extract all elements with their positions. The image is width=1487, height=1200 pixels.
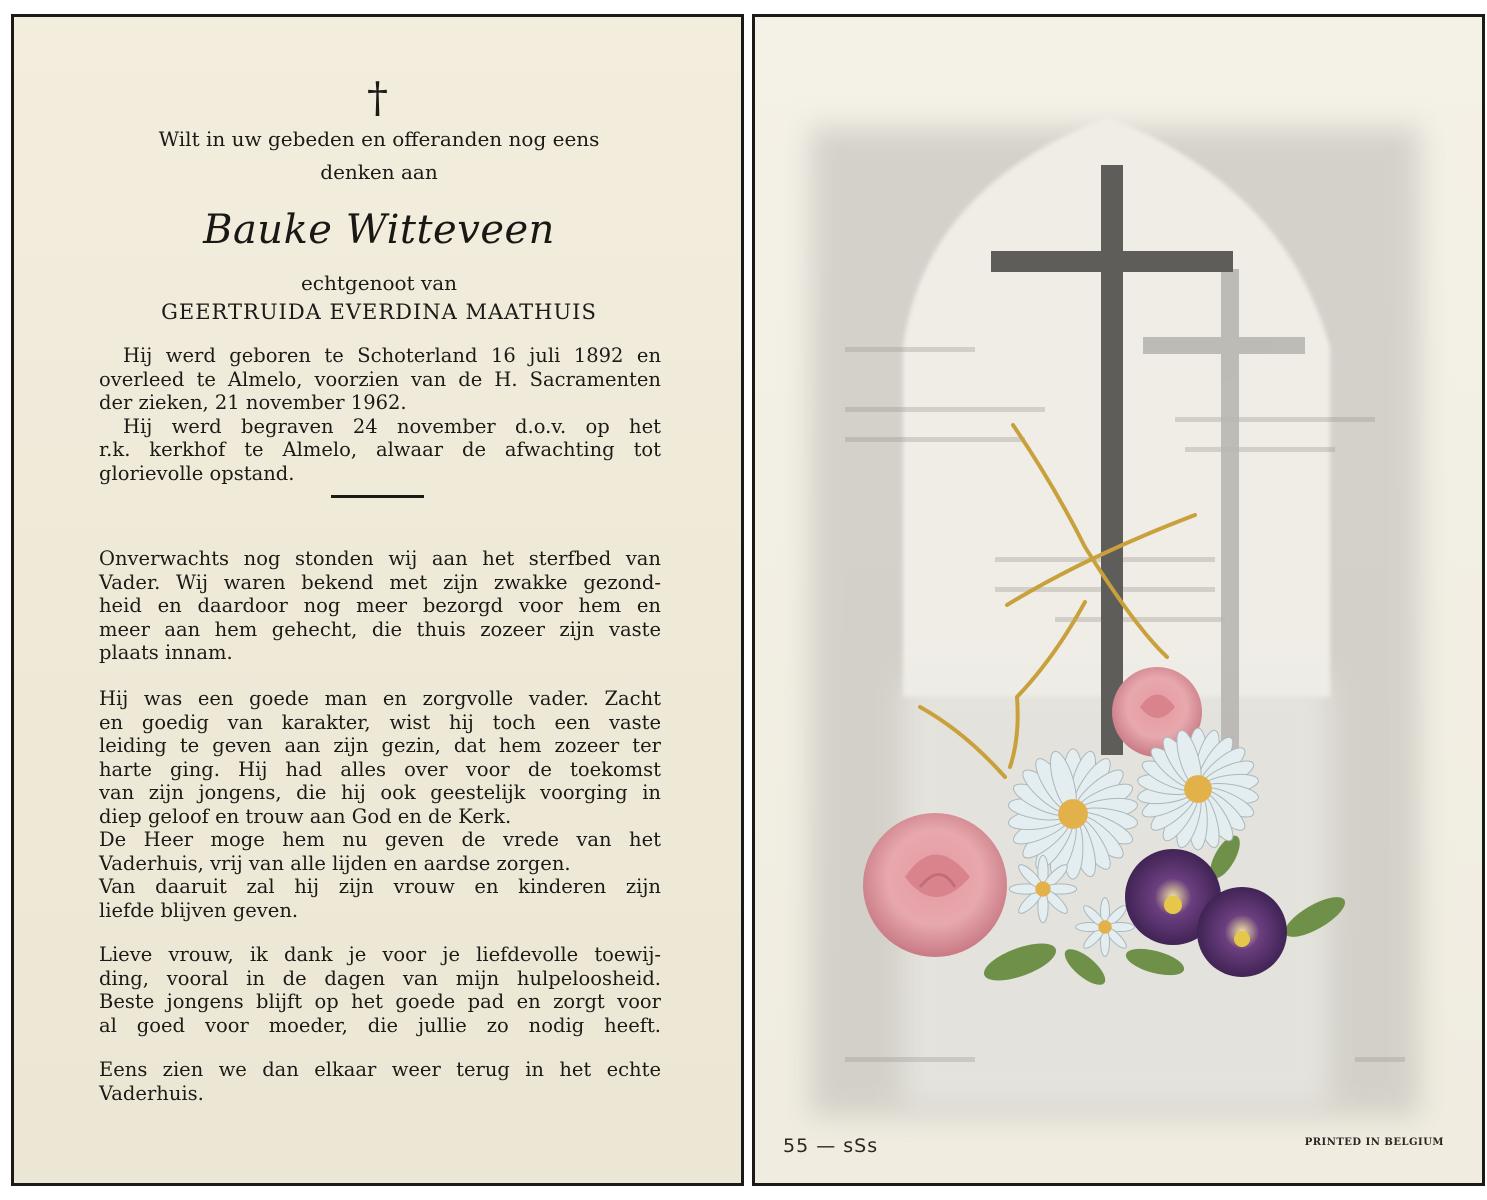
text-line: van zijn jongens, die hij ook geestelijk voorging in [99, 781, 661, 804]
text-line: Onverwachts nog stonden wij aan het sterfbed van [99, 547, 661, 570]
text-line: De Heer moge hem nu geven de vrede van het [99, 828, 661, 851]
text-paragraph [99, 687, 661, 922]
text-line: Beste jongens blijft op het goede pad en zorgt voor [99, 990, 661, 1013]
text-line: ding, vooral in de dagen van mijn hulpeloosheid. [99, 966, 661, 990]
text-line: Van daaruit zal hij zijn vrouw en kinderen zijn [99, 875, 661, 898]
text-line: Hij werd geboren te Schoterland 16 juli 1892 en [123, 344, 661, 367]
text-line: meer aan hem gehecht, die thuis zozeer zijn vaste [99, 617, 661, 641]
text-line: liefde blijven geven. [99, 898, 299, 922]
text-line: en goedig van karakter, wist hij toch een vaste [99, 710, 661, 734]
text-line: Lieve vrouw, ik dank je voor je liefdevolle toewij- [99, 943, 661, 966]
text-line: harte ging. Hij had alles over voor de toekomst [99, 757, 661, 781]
intro-line: denken aan [320, 160, 438, 184]
text-line: r.k. kerkhof te Almelo, alwaar de afwachting tot [99, 438, 661, 461]
text-line: heid en daardoor nog meer bezorgd voor hem en [99, 594, 661, 617]
illustration [755, 17, 1482, 1183]
printer-note: PRINTED IN BELGIUM [1304, 1137, 1444, 1148]
daisy-small [1076, 898, 1135, 957]
rose-large [863, 813, 1007, 957]
text-line: plaats innam. [99, 641, 233, 664]
spouse-name: GEERTRUIDA EVERDINA MAATHUIS [161, 300, 597, 324]
text-line: Hij was een goede man en zorgvolle vader. Zacht [99, 687, 661, 710]
series-code: 55 — sSs [783, 1135, 879, 1157]
memorial-text-card [11, 14, 744, 1186]
divider [331, 495, 424, 498]
memorial-image-card [752, 14, 1485, 1186]
text-line: leiding te geven aan zijn gezin, dat hem zozeer ter [99, 734, 661, 757]
text-line: Vaderhuis, vrij van alle lijden en aardse zorgen. [99, 851, 571, 875]
text-line: Vader. Wij waren bekend met zijn zwakke gezond- [99, 570, 661, 594]
pansy [1197, 887, 1287, 977]
text-line: der zieken, 21 november 1962. [99, 391, 407, 414]
text-paragraph [99, 943, 661, 1037]
cross-icon: † [367, 73, 388, 122]
text-paragraph [99, 547, 661, 665]
text-line: Eens zien we dan elkaar weer terug in het echte [99, 1058, 661, 1081]
intro-text [94, 123, 664, 189]
spouse-label: echtgenoot van [300, 271, 458, 295]
text-line: diep geloof en trouw aan God en de Kerk. [99, 804, 512, 828]
text-line: overleed te Almelo, voorzien van de H. Sacramenten [99, 367, 661, 391]
deceased-name: Bauke Witteveen [203, 207, 555, 253]
text-line: Hij werd begraven 24 november d.o.v. op het [123, 414, 661, 438]
text-line: glorievolle opstand. [99, 461, 295, 485]
text-line: al goed voor moeder, die jullie zo nodig heeft. [99, 1013, 661, 1037]
intro-line: Wilt in uw gebeden en offeranden nog eens [158, 127, 600, 151]
text-line: Vaderhuis. [99, 1081, 204, 1105]
daisy-small [1009, 855, 1076, 922]
biography-paragraph [99, 344, 661, 485]
text-paragraph [99, 1058, 661, 1105]
